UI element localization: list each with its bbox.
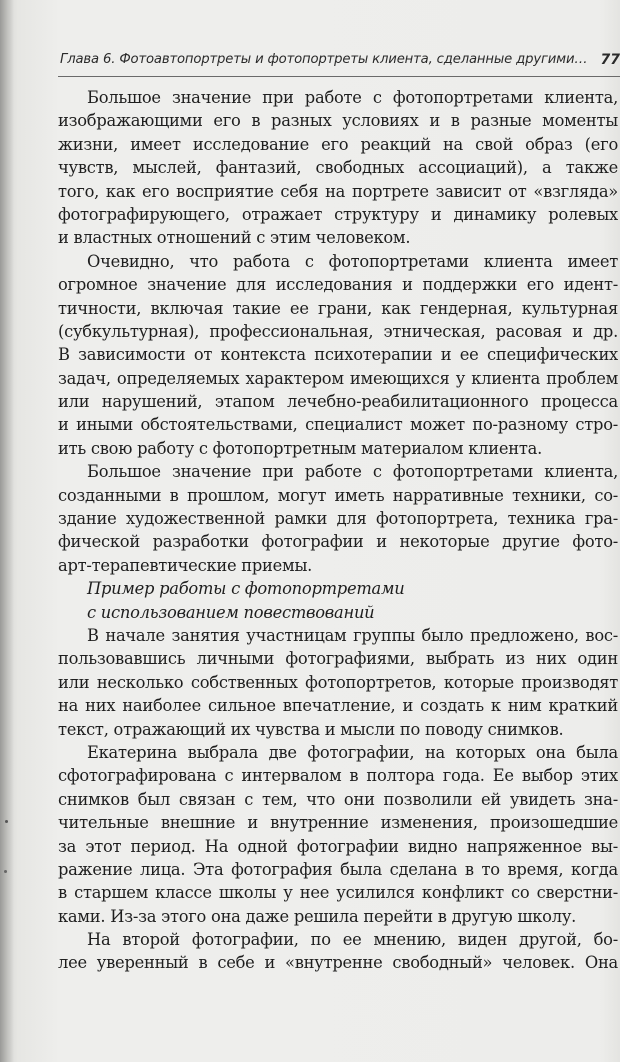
text-line: фической разработки фотографии и некоторые другие фото- <box>58 532 618 552</box>
text-line: того, как его восприятие себя на портрете зависит от «взгляда» <box>58 181 618 201</box>
text-line: Очевидно, что работа с фотопортретами клиента имеет <box>87 251 618 271</box>
text-line: или нарушений, этапом лечебно-реабилитационного процесса <box>58 392 618 412</box>
binding-shadow <box>0 0 14 1062</box>
text-line: за этот период. На одной фотографии видно напряженное вы- <box>58 836 618 856</box>
text-line: и властных отношений с этим человеком. <box>58 228 411 248</box>
body-text <box>58 86 618 975</box>
header-rule <box>58 76 620 77</box>
section-heading-line: с использованием повествований <box>87 602 375 622</box>
text-line: ками. Из-за этого она даже решила перейти в другую школу. <box>58 906 577 926</box>
text-line: на них наиболее сильное впечатление, и создать к ним краткий <box>58 696 618 716</box>
text-line: изображающими его в разных условиях и в разные моменты <box>58 111 618 131</box>
text-line: текст, отражающий их чувства и мысли по поводу снимков. <box>58 719 564 739</box>
text-line: в старшем классе школы у нее усилился конфликт со сверстни- <box>58 883 618 903</box>
text-line: жизни, имеет исследование его реакций на свой образ (его <box>58 134 618 154</box>
text-line: задач, определяемых характером имеющихся у клиента проблем <box>58 368 618 388</box>
text-line: или несколько собственных фотопортретов, которые производят <box>58 672 618 692</box>
text-line: (субкультурная), профессиональная, этническая, расовая и др. <box>58 321 618 341</box>
text-line: огромное значение для исследования и поддержки его идент- <box>58 275 618 295</box>
text-line: фотографирующего, отражает структуру и динамику ролевых <box>58 204 618 224</box>
text-line: сфотографирована с интервалом в полтора года. Ее выбор этих <box>58 766 618 786</box>
page-number: 77 <box>600 52 620 68</box>
section-heading-line: Пример работы с фотопортретами <box>87 579 405 599</box>
text-line: ражение лица. Эта фотография была сделана в то время, когда <box>58 859 618 879</box>
text-line: пользовавшись личными фотографиями, выбрать из них один <box>58 649 618 669</box>
text-line: В начале занятия участницам группы было предложено, вос- <box>87 625 618 645</box>
text-line: Екатерина выбрала две фотографии, на которых она была <box>87 742 618 762</box>
text-line: снимков был связан с тем, что они позволили ей увидеть зна- <box>58 789 618 809</box>
text-line: чительные внешние и внутренние изменения, произошедшие <box>58 813 618 833</box>
text-line: чувств, мыслей, фантазий, свободных ассоциаций), а также <box>58 158 618 178</box>
text-line: На второй фотографии, по ее мнению, виден другой, бо- <box>87 930 618 950</box>
scan-speck <box>4 870 7 873</box>
text-line: ить свою работу с фотопортретным материалом клиента. <box>58 438 542 458</box>
text-line: здание художественной рамки для фотопортрета, техника гра- <box>58 509 618 529</box>
scan-speck <box>5 820 8 823</box>
text-line: Большое значение при работе с фотопортретами клиента, <box>87 462 618 482</box>
running-title: Глава 6. Фотоавтопортреты и фотопортреты клиента, сделанные другими… <box>60 52 588 67</box>
text-line: арт-терапевтические приемы. <box>58 555 313 575</box>
text-line: В зависимости от контекста психотерапии и ее специфических <box>58 345 618 365</box>
running-header <box>60 52 620 76</box>
text-line: тичности, включая такие ее грани, как гендерная, культурная <box>58 298 618 318</box>
text-line: Большое значение при работе с фотопортретами клиента, <box>87 88 618 107</box>
text-line: лее уверенный в себе и «внутренне свободный» человек. Она <box>58 953 618 973</box>
text-line: созданными в прошлом, могут иметь нарративные техники, со- <box>58 485 618 505</box>
text-line: и иными обстоятельствами, специалист может по-разному стро- <box>58 415 618 435</box>
